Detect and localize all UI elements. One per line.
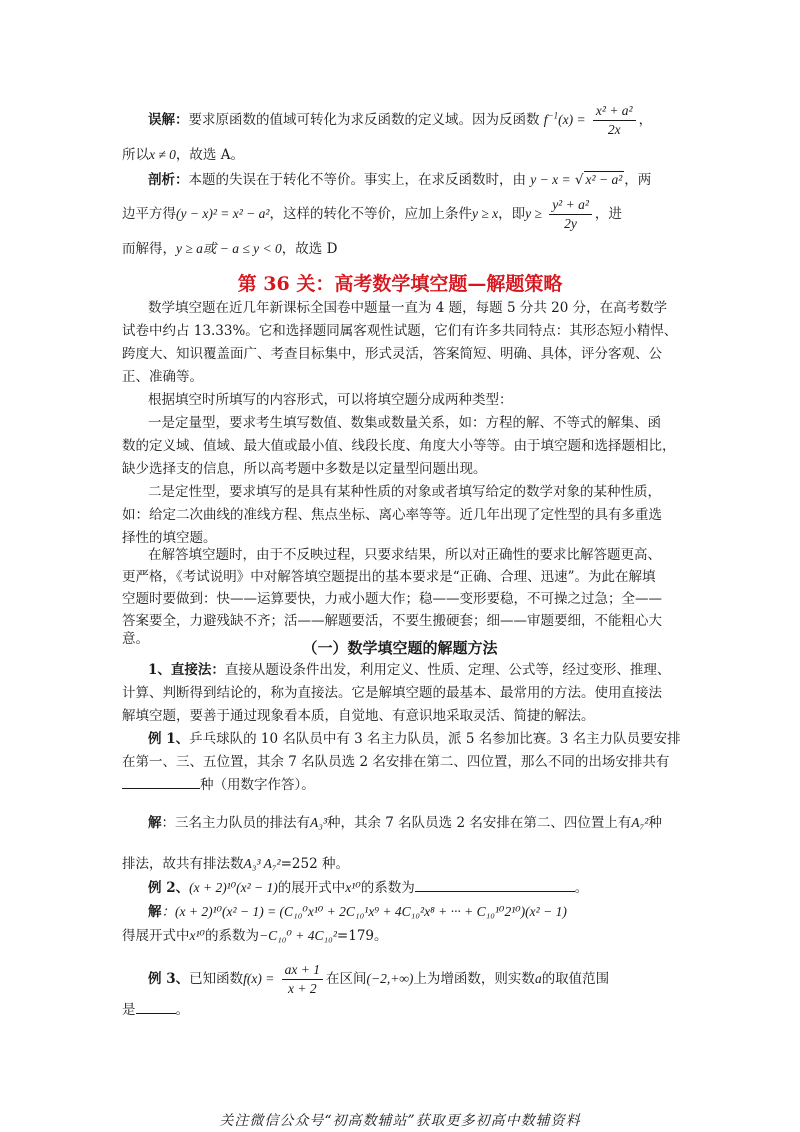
analysis-fraction [549,197,592,232]
ex2-solution-line-1 [148,904,567,920]
ex1-label: 例 1、 [148,731,190,747]
wrong-inverse-f: f [543,112,548,128]
analysis-text-3a: 而解得， [122,241,176,257]
analysis-text-3b: ，故选 D [281,241,338,257]
analysis-line1-end: ，两 [624,172,652,188]
ex3-text-2: 是 [122,1002,136,1018]
section-title: （一）数学填空题的解题方法 [302,639,498,657]
analysis-math-2: (y − x)² = x² − a² [176,206,270,222]
method1-text-1: 直接从题设条件出发，利用定义、性质、定理、公式等，经过变形、推理、 [224,662,671,678]
ex1-sol-text-1b: 种，其余 7 名队员选 2 名安排在第二、四位置上有 [327,815,632,831]
analysis-label: 剖析： [148,172,189,188]
ex2-expansion: ：(x + 2)¹⁰(x² − 1) = (C₁₀⁰x¹⁰ + 2C₁₀¹x⁹ + 4C₁₀²x⁸ + ··· + C₁₀¹⁰2¹⁰)(x² − 1) [161,904,567,919]
intro-line: 更严格，《考试说明》中对解答填空题提出的基本要求是“正确、合理、迅速”。为此在解填 [122,569,656,585]
intro-line: 跨度大、知识覆盖面广、考查目标集中，形式灵活，答案简短、明确、具体，评分客观、公 [122,346,662,362]
ex2-sol-x10: x¹⁰ [189,928,205,943]
ex1-text-3: 种（用数字作答）。 [200,777,315,793]
ex3-answer-blank[interactable] [136,1013,176,1014]
ex2-expression: (x + 2)¹⁰(x² − 1) [189,880,278,895]
ex2-text-1b: 的系数为 [360,880,415,896]
ex3-fraction-den: x + 2 [287,981,317,997]
ex3-line-end: 。 [175,1002,189,1018]
analysis-sqrt: x² − a² [585,172,623,187]
analysis-line2-end: ，进 [594,206,622,223]
ex3-fraction-num: ax + 1 [282,962,323,980]
intro-line: 在解答填空题时，由于不反映过程，只要求结果，所以对正确性的要求比解答题更高、 [148,547,661,563]
wrong-fraction [593,103,636,138]
method1-line-1 [148,662,670,678]
ex2-label: 例 2、 [148,880,190,896]
intro-line: 数学填空题在近几年新课标全国卷中题量一直为 4 题，每题 5 分共 20 分，在高考数学 [148,300,668,316]
method1-line-2: 计算、判断得到结论的，称为直接法。它是解填空题的最基本、最常用的方法。使用直接法 [122,685,662,701]
analysis-math-1: y − x = [530,172,571,187]
ex3-line-1 [148,962,609,997]
ex3-var-a: a [534,971,542,987]
wrong-label: 误解： [148,112,189,129]
ex1-sol-label: 解 [148,815,162,831]
ex3-function: f(x) = [243,971,275,987]
analysis-math-2b: y ≥ x [471,206,499,222]
wrong-inverse-arg: (x) = [558,112,586,128]
ex3-text-1c: 上为增函数，则实数 [413,971,535,988]
analysis-line-1: 剖析：本题的失误在于转化不等价。事实上，在求反函数时，由 y − x = √ x² − a² ，两 [148,172,652,188]
intro-line: 数的定义域、值域、最大值或最小值、线段长度、角度大小等等。由于填空题和选择题相比， [122,438,676,454]
analysis-fraction-num: y² + a² [549,197,592,215]
wrong-text-2b: ，故选 A。 [175,147,244,163]
ex1-line-2: 在第一、三、五位置，其余 7 名队员选 2 名安排在第二、四位置，那么不同的出场安排共有 [122,754,670,770]
intro-line: 根据填空时所填写的内容形式，可以将填空题分成两种类型： [148,392,513,408]
intro-line: 答案要全，力避残缺不齐；活——解题要活，不要生搬硬套；细——审题要细，不能粗心大 [122,613,662,629]
wrong-fraction-num: x² + a² [593,103,636,121]
ex1-answer-blank[interactable] [122,788,200,789]
ex2-solution-line-2 [122,928,388,944]
ex2-sol-label: 解 [148,904,162,920]
analysis-math-3: y ≥ a或 − a ≤ y < 0 [176,241,282,256]
ex2-sol-text-2a: 得展开式中 [122,928,190,944]
ex3-text-1a: 已知函数 [189,971,244,988]
wrong-line-end: ， [638,112,653,129]
analysis-text-1: 本题的失误在于转化不等价。事实上，在求反函数时，由 [188,172,526,188]
analysis-line-3 [122,241,337,257]
ex2-x10: x¹⁰ [345,880,361,895]
intro-line: 空题时要做到：快——运算要快，力戒小题大作；稳——变形要稳，不可操之过急；全—— [122,591,662,607]
intro-line: 二是定性型，要求填写的是具有某种性质的对象或者填写给定的数学对象的某种性质， [148,484,661,500]
analysis-text-2a: 边平方得 [122,206,176,223]
ex2-sol-text-2c: =179。 [336,928,388,944]
ex3-text-1b: 在区间 [325,971,367,988]
ex1-sol-text-2a: 排法，故共有排法数 [122,856,244,872]
ex1-perm-a33: A₃³ [310,815,327,830]
method1-line-3: 解填空题，要善于通过现象看本质，自觉地、有意识地采取灵活、简捷的解法。 [122,708,595,724]
ex2-coefficient-expr: −C₁₀⁰ + 4C₁₀² [258,928,337,943]
wrong-math-2: x ≠ 0 [149,147,176,162]
analysis-fraction-den: 2y [564,216,577,232]
ex1-solution-line-1 [148,815,662,831]
ex2-line-end: 。 [574,880,589,896]
ex1-line-3 [122,777,315,793]
ex1-perm-product: A₃³ A₇² [243,856,281,871]
ex1-line-1 [148,731,681,747]
ex1-sol-text-2b: =252 种。 [280,856,349,872]
ex2-sol-text-2b: 的系数为 [204,928,259,944]
wrong-solution-line-2 [122,147,244,163]
wrong-solution-line-1 [148,103,652,138]
analysis-text-2c: ，即 [498,206,526,223]
ex3-label: 例 3、 [148,971,190,988]
ex2-line-1 [148,880,588,896]
ex1-sol-text-1a: ：三名主力队员的排法有 [161,815,310,831]
ex3-text-1d: 的取值范围 [541,971,610,988]
wrong-inverse-exp: −1 [547,110,559,121]
ex1-solution-line-2 [122,856,349,872]
wrong-fraction-den: 2x [607,122,621,138]
intro-line: 试卷中约占 13.33%。它和选择题同属客观性试题，它们有许多共同特点：其形态短小精悍、 [122,323,678,339]
ex1-perm-a72: A₇² [631,815,649,830]
ex2-text-1: 的展开式中 [277,880,346,896]
wrong-text-2a: 所以 [122,147,149,163]
intro-line: 如：给定二次曲线的准线方程、焦点坐标、离心率等等。近几年出现了定性型的具有多重选 [122,507,662,523]
ex2-answer-blank[interactable] [415,891,575,892]
ex3-line-2 [122,1002,189,1018]
ex1-sol-text-1c: 种 [648,815,662,831]
analysis-line-2 [122,197,622,232]
intro-line: 正、准确等。 [122,369,203,385]
intro-line: 意。 [122,631,149,647]
wrong-text-1: 要求原函数的值域可转化为求反函数的定义域。因为反函数 [188,112,540,129]
ex3-interval: (−2,+∞) [366,971,414,987]
footer-note: 关注微信公众号“初高数辅站”获取更多初高中数辅资料 [219,1113,581,1129]
analysis-math-2c: y ≥ [525,206,542,222]
intro-line: 择性的填空题。 [122,530,217,546]
intro-line: 缺少选择支的信息，所以高考题中多数是以定量型问题出现。 [122,461,487,477]
ex3-fraction [282,962,323,997]
ex1-text-1: 乒乓球队的 10 名队员中有 3 名主力队员，派 5 名参加比赛。3 名主力队员要安排 [189,731,681,747]
analysis-text-2b: ，这样的转化不等价，应加上条件 [269,206,472,223]
method1-label: 1、直接法： [148,662,225,678]
page-title: 第 36 关：高考数学填空题—解题策略 [237,273,563,295]
intro-line: 一是定量型，要求考生填写数值、数集或数量关系，如：方程的解、不等式的解集、函 [148,415,661,431]
